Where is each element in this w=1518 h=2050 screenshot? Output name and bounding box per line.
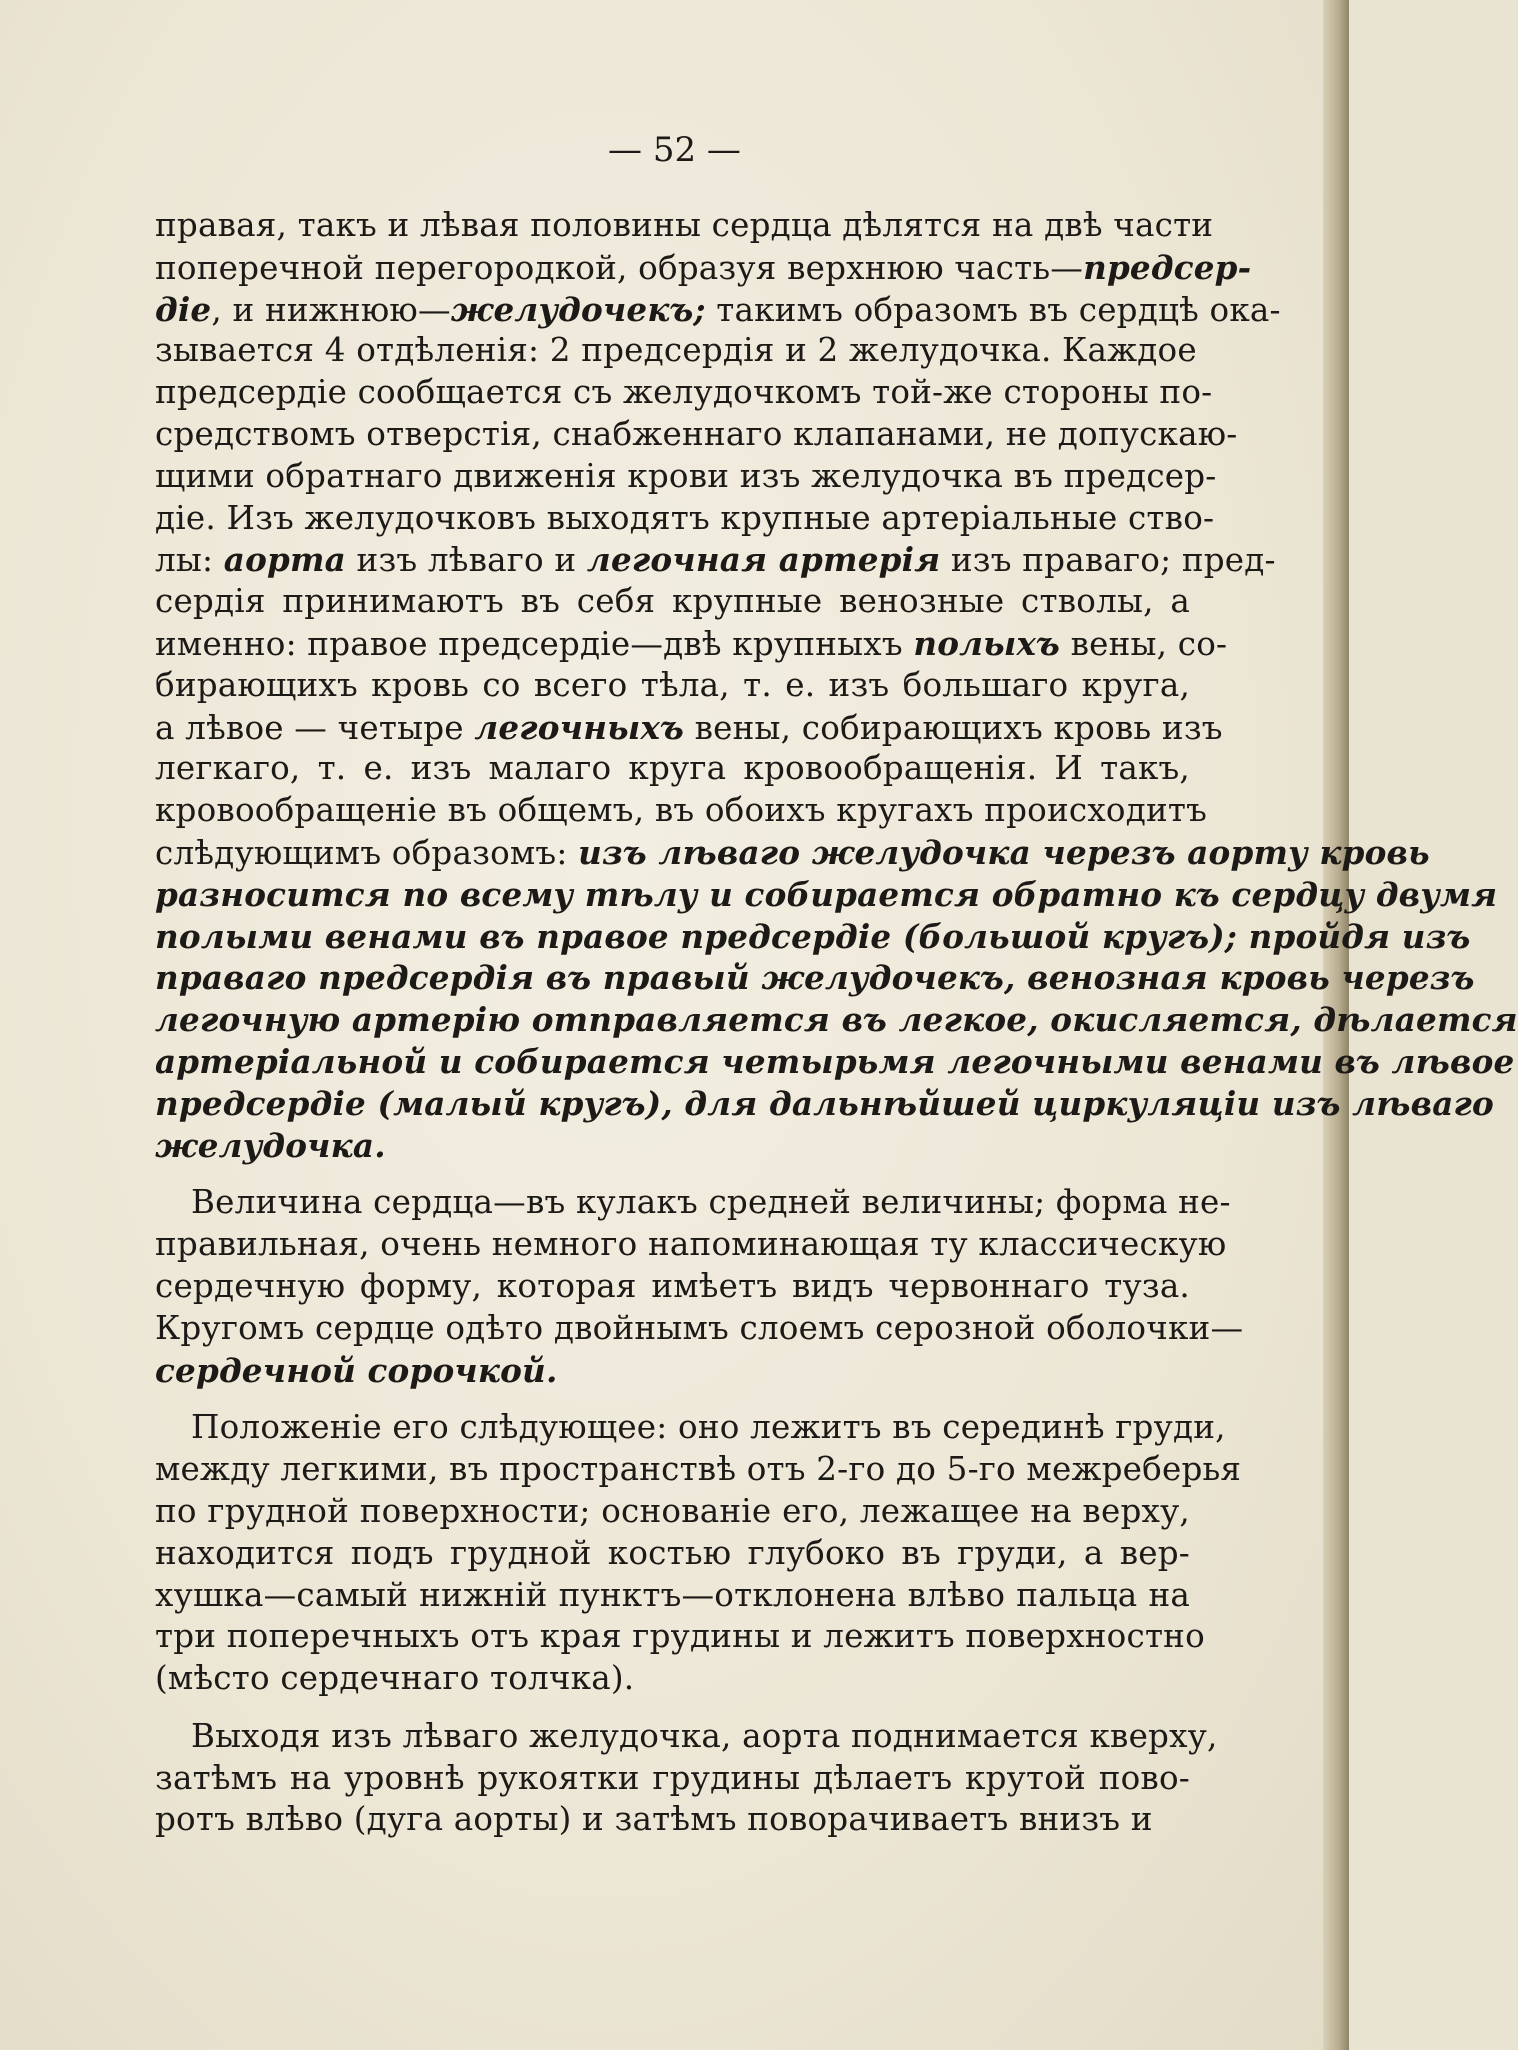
- text-run: находится подъ грудной костью глубоко въ груди, а вер-: [155, 1533, 1190, 1572]
- text-run: хушка—самый нижній пунктъ—отклонена влѣво пальца на: [155, 1575, 1190, 1614]
- paragraph: [155, 1182, 1244, 1391]
- text-line: [155, 414, 1238, 456]
- text-line: [155, 1407, 1226, 1449]
- text-run: щими обратнаго движенія крови изъ желудочка въ предсер-: [155, 456, 1217, 495]
- italic-run: желудочка.: [155, 1125, 386, 1165]
- text-run: , и нижнюю—: [211, 290, 451, 329]
- italic-run: легочная артерія: [586, 540, 941, 580]
- text-line: [155, 498, 1215, 540]
- text-run: кровообращеніе въ общемъ, въ обоихъ кругахъ происходитъ: [155, 791, 1208, 830]
- text-line: [155, 247, 1252, 289]
- text-line: [155, 1182, 1231, 1224]
- text-run: Выходя изъ лѣваго желудочка, аорта поднимается кверху,: [191, 1716, 1218, 1755]
- text-run: предсердіе сообщается съ желудочкомъ той-же стороны по-: [155, 373, 1213, 412]
- italic-run: сердечной сорочкой.: [155, 1350, 558, 1390]
- text-run: по грудной поверхности; основаніе его, лежащее на верху,: [155, 1491, 1190, 1530]
- text-line: [155, 1758, 1190, 1800]
- text-line: [155, 205, 1214, 247]
- text-run: сердечную форму, которая имѣетъ видъ червоннаго туза.: [155, 1266, 1190, 1305]
- text-run: ротъ влѣво (дуга аорты) и затѣмъ поворачиваетъ внизъ и: [155, 1800, 1153, 1839]
- text-run: именно: правое предсердіе—двѣ крупныхъ: [155, 624, 914, 663]
- italic-run: полыми венами въ правое предсердіе (большой кругъ); пройдя изъ: [155, 916, 1471, 956]
- text-line: [155, 832, 1430, 874]
- text-line: [155, 707, 1223, 749]
- text-line: [155, 1041, 1515, 1083]
- text-run: Положеніе его слѣдующее: оно лежитъ въ серединѣ груди,: [191, 1408, 1226, 1447]
- paragraph-gap: [155, 1391, 1190, 1407]
- paragraph: [155, 205, 1518, 1166]
- italic-run: изъ лѣваго желудочка черезъ аорту кровь: [578, 832, 1430, 872]
- italic-run: легочныхъ: [474, 707, 685, 747]
- text-line: [155, 623, 1228, 665]
- text-run: между легкими, въ пространствѣ отъ 2-го до 5-го межреберья: [155, 1450, 1242, 1489]
- text-line: [155, 999, 1518, 1041]
- text-run: а лѣвое — четыре: [155, 708, 475, 747]
- text-line: [155, 1533, 1190, 1575]
- italic-run: полыхъ: [913, 623, 1061, 663]
- paragraph: [155, 1716, 1218, 1841]
- text-line: [155, 1083, 1494, 1125]
- text-line: [155, 539, 1276, 581]
- text-line: [155, 330, 1197, 372]
- text-line: [155, 1799, 1190, 1841]
- italic-run: предсердіе (малый кругъ), для дальнѣйшей циркуляціи изъ лѣваго: [155, 1083, 1494, 1123]
- text-run: слѣдующимъ образомъ:: [155, 833, 579, 872]
- text-line: [155, 1224, 1227, 1266]
- italic-run: діе: [155, 289, 212, 329]
- text-run: діе. Изъ желудочковъ выходятъ крупные артеріальные ство-: [155, 498, 1215, 537]
- text-run: правильная, очень немного напоминающая ту классическую: [155, 1225, 1227, 1264]
- paragraph-gap: [155, 1700, 1190, 1716]
- italic-run: предсер-: [1083, 247, 1252, 287]
- text-line: [155, 1308, 1244, 1350]
- text-run: вены, собирающихъ кровь изъ: [684, 708, 1223, 747]
- italic-run: желудочекъ;: [450, 289, 706, 329]
- italic-run: аорта: [223, 540, 346, 580]
- text-line: [155, 957, 1475, 999]
- text-run: правая, такъ и лѣвая половины сердца дѣлятся на двѣ части: [155, 206, 1214, 244]
- text-run: изъ праваго; пред-: [940, 541, 1276, 580]
- page-number: — 52 —: [608, 130, 741, 170]
- text-line: [155, 1575, 1190, 1617]
- text-run: Кругомъ сердце одѣто двойнымъ слоемъ серозной оболочки—: [155, 1308, 1244, 1347]
- text-line: [155, 790, 1208, 832]
- italic-run: легочную артерію отправляется въ легкое, окисляется, дѣлается: [155, 1000, 1518, 1040]
- paragraph-gap: [155, 1166, 1190, 1182]
- text-run: сердія принимаютъ въ себя крупные венозные стволы, а: [155, 582, 1190, 621]
- text-run: средствомъ отверстія, снабженнаго клапанами, не допускаю-: [155, 414, 1238, 453]
- text-run: вены, со-: [1060, 624, 1228, 663]
- text-run: зывается 4 отдѣленія: 2 предсердія и 2 желудочка. Каждое: [155, 331, 1197, 370]
- text-run: поперечной перегородкой, образуя верхнюю часть—: [155, 248, 1084, 287]
- text-run: (мѣсто сердечнаго толчка).: [155, 1659, 635, 1698]
- text-run: изъ лѣваго и: [345, 541, 587, 580]
- italic-run: артеріальной и собирается четырьмя легочными венами въ лѣвое: [155, 1041, 1515, 1081]
- text-line: [155, 916, 1471, 958]
- text-line: [155, 1491, 1190, 1533]
- text-line: [155, 1449, 1242, 1491]
- text-run: такимъ образомъ въ сердцѣ ока-: [705, 290, 1281, 329]
- text-line: [155, 1658, 1190, 1700]
- text-run: легкаго, т. е. изъ малаго круга кровообращенія. И такъ,: [155, 749, 1190, 788]
- text-line: [155, 748, 1190, 790]
- text-run: бирающихъ кровь со всего тѣла, т. е. изъ большаго круга,: [155, 665, 1190, 704]
- text-line: [155, 1125, 1190, 1167]
- text-line: [155, 665, 1190, 707]
- text-run: три поперечныхъ отъ края грудины и лежитъ поверхностно: [155, 1617, 1205, 1656]
- text-run: Величина сердца—въ кулакъ средней величины; форма не-: [191, 1183, 1231, 1222]
- text-run: затѣмъ на уровнѣ рукоятки грудины дѣлаетъ крутой пово-: [155, 1758, 1190, 1797]
- text-run: лы:: [155, 541, 224, 580]
- text-line: [155, 1266, 1190, 1308]
- italic-run: праваго предсердія въ правый желудочекъ, венозная кровь черезъ: [155, 958, 1475, 998]
- paragraph: [155, 1407, 1242, 1700]
- text-line: [155, 1716, 1218, 1758]
- text-line: [155, 289, 1281, 331]
- text-line: [155, 372, 1213, 414]
- text-line: [155, 874, 1498, 916]
- body-text: [155, 205, 1518, 1841]
- text-line: [155, 456, 1217, 498]
- text-line: [155, 1350, 1190, 1392]
- text-line: [155, 1616, 1205, 1658]
- italic-run: разносится по всему тѣлу и собирается обратно къ сердцу двумя: [155, 874, 1498, 914]
- text-line: [155, 581, 1190, 623]
